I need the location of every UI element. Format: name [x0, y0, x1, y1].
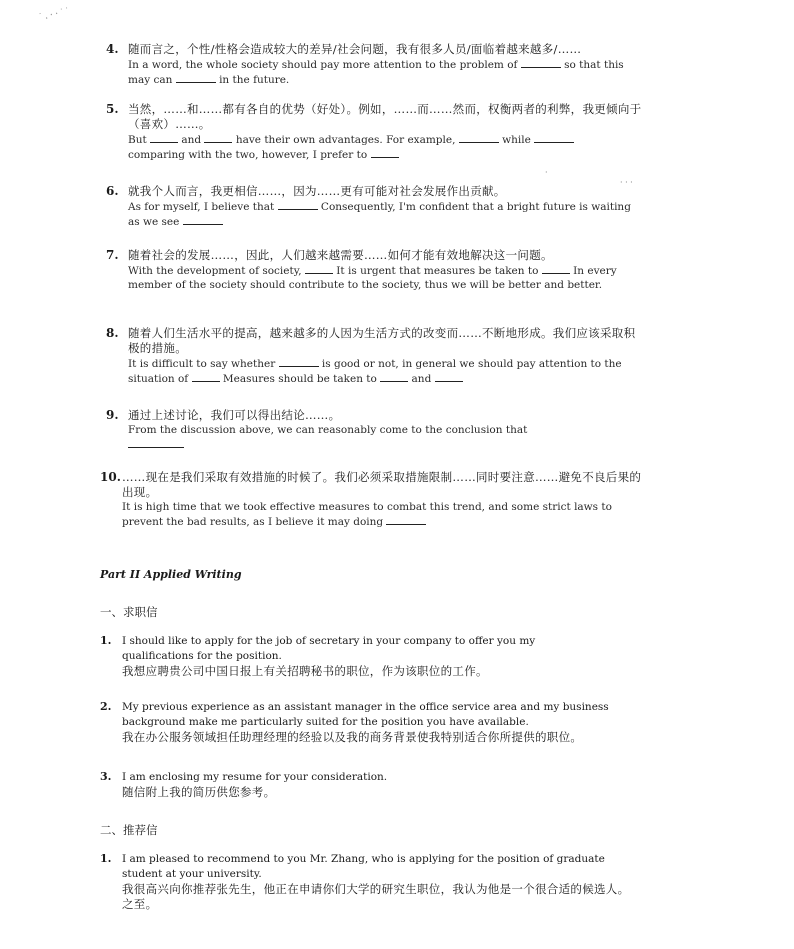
- item-number: 2.: [100, 700, 112, 713]
- fill-blank[interactable]: [542, 263, 570, 274]
- list-item: [106, 326, 646, 386]
- english-sentence: prevent the bad results, as I believe it may doing: [122, 514, 648, 529]
- item-number: 1.: [100, 634, 112, 647]
- fill-blank[interactable]: [150, 132, 178, 143]
- item-number: 3.: [100, 770, 112, 783]
- item-number: 10.: [100, 470, 121, 484]
- fill-blank[interactable]: [459, 132, 499, 143]
- english-sentence: [128, 437, 646, 452]
- list-item: [106, 408, 646, 452]
- list-item: [106, 42, 646, 87]
- chinese-sentence: 我很高兴向你推荐张先生，他正在申请你们大学的研究生职位，我认为他是一个很合适的候选人。: [122, 882, 630, 896]
- english-sentence: But and have their own advantages. For example, while: [128, 132, 646, 147]
- fill-blank[interactable]: [435, 371, 463, 382]
- scan-speck: ·: [545, 168, 548, 177]
- fill-blank[interactable]: [279, 356, 319, 367]
- phrase-item: [100, 700, 640, 745]
- english-sentence: As for myself, I believe that Consequently, I'm confident that a bright future is waiting: [128, 201, 631, 213]
- fill-blank[interactable]: [278, 199, 318, 210]
- fill-blank[interactable]: [204, 132, 232, 143]
- fill-blank[interactable]: [521, 57, 561, 68]
- item-number: 4.: [106, 42, 119, 56]
- english-sentence: In a word, the whole society should pay more attention to the problem of so that this: [128, 59, 624, 71]
- item-number: 7.: [106, 248, 119, 262]
- list-item: [106, 184, 646, 229]
- english-sentence: It is high time that we took effective measures to combat this trend, and some strict laws to: [122, 501, 612, 513]
- fill-blank[interactable]: [183, 214, 223, 225]
- chinese-sentence: 就我个人而言，我更相信……，因为……更有可能对社会发展作出贡献。: [128, 184, 506, 198]
- fill-blank[interactable]: [380, 371, 408, 382]
- item-number: 8.: [106, 326, 119, 340]
- fill-blank[interactable]: [176, 72, 216, 83]
- item-number: 6.: [106, 184, 119, 198]
- english-sentence: I am pleased to recommend to you Mr. Zhang, who is applying for the position of graduate: [122, 853, 605, 865]
- chinese-sentence: 之至。: [122, 897, 158, 911]
- phrase-item: [100, 770, 640, 800]
- english-sentence: may can in the future.: [128, 74, 290, 86]
- english-sentence: qualifications for the position.: [122, 650, 282, 662]
- list-item: [106, 248, 646, 292]
- fill-blank[interactable]: [386, 514, 426, 525]
- fill-blank[interactable]: [305, 263, 333, 274]
- item-number: 9.: [106, 408, 119, 422]
- phrase-item: [100, 852, 640, 912]
- subsection-title: 一、求职信: [100, 605, 158, 619]
- english-sentence: background make me particularly suited for the position you have available.: [122, 716, 529, 728]
- chinese-sentence: 随信附上我的简历供您参考。: [122, 785, 276, 799]
- chinese-sentence: 通过上述讨论，我们可以得出结论……。: [128, 408, 341, 422]
- list-item: [106, 102, 646, 162]
- item-number: 1.: [100, 852, 112, 865]
- english-sentence: situation of Measures should be taken to and: [128, 371, 646, 386]
- fill-blank[interactable]: [534, 132, 574, 143]
- chinese-sentence: 当然，……和……都有各自的优势（好处）。例如，……而……然而，权衡两者的利弊，我更倾向于（喜欢）……。: [128, 102, 642, 131]
- chinese-sentence: 我想应聘贵公司中国日报上有关招聘秘书的职位，作为该职位的工作。: [122, 664, 488, 678]
- chinese-sentence: 随而言之，个性/性格会造成较大的差异/社会问题，我有很多人员/面临着越来越多/……: [128, 42, 582, 56]
- chinese-sentence: 随着社会的发展……，因此，人们越来越需要……如何才能有效地解决这一问题。: [128, 248, 553, 262]
- english-sentence: member of the society should contribute to the society, thus we will be better and better.: [128, 279, 603, 291]
- fill-blank[interactable]: [192, 371, 220, 382]
- phrase-item: [100, 634, 640, 679]
- chinese-sentence: 我在办公服务领域担任助理经理的经验以及我的商务背景使我特别适合你所提供的职位。: [122, 730, 583, 744]
- english-sentence: as we see: [128, 214, 646, 229]
- english-sentence: From the discussion above, we can reasonably come to the conclusion that: [128, 424, 528, 436]
- english-sentence: It is difficult to say whether is good or not, in general we should pay attention to the: [128, 358, 622, 370]
- english-sentence: My previous experience as an assistant manager in the office service area and my business: [122, 701, 609, 713]
- chinese-sentence: ……现在是我们采取有效措施的时候了。我们必须采取措施限制……同时要注意……避免不良后果的出现。: [122, 470, 642, 499]
- english-sentence: student at your university.: [122, 868, 262, 880]
- subsection-title: 二、推荐信: [100, 823, 158, 837]
- english-sentence: comparing with the two, however, I prefer to: [128, 147, 646, 162]
- chinese-sentence: 随着人们生活水平的提高，越来越多的人因为生活方式的改变而……不断地形成。我们应该采取积极的措施。: [128, 326, 636, 355]
- scan-speck: · · ·: [620, 178, 633, 187]
- section-title: Part II Applied Writing: [100, 568, 242, 581]
- english-sentence: I am enclosing my resume for your consideration.: [122, 771, 388, 783]
- fill-blank[interactable]: [128, 437, 184, 448]
- list-item: [100, 470, 648, 529]
- english-sentence: With the development of society, It is urgent that measures be taken to In every: [128, 265, 617, 277]
- english-sentence: I should like to apply for the job of secretary in your company to offer you my: [122, 635, 536, 647]
- fill-blank[interactable]: [371, 147, 399, 158]
- item-number: 5.: [106, 102, 119, 116]
- scan-artifact: ˙.··˙˙: [37, 6, 72, 24]
